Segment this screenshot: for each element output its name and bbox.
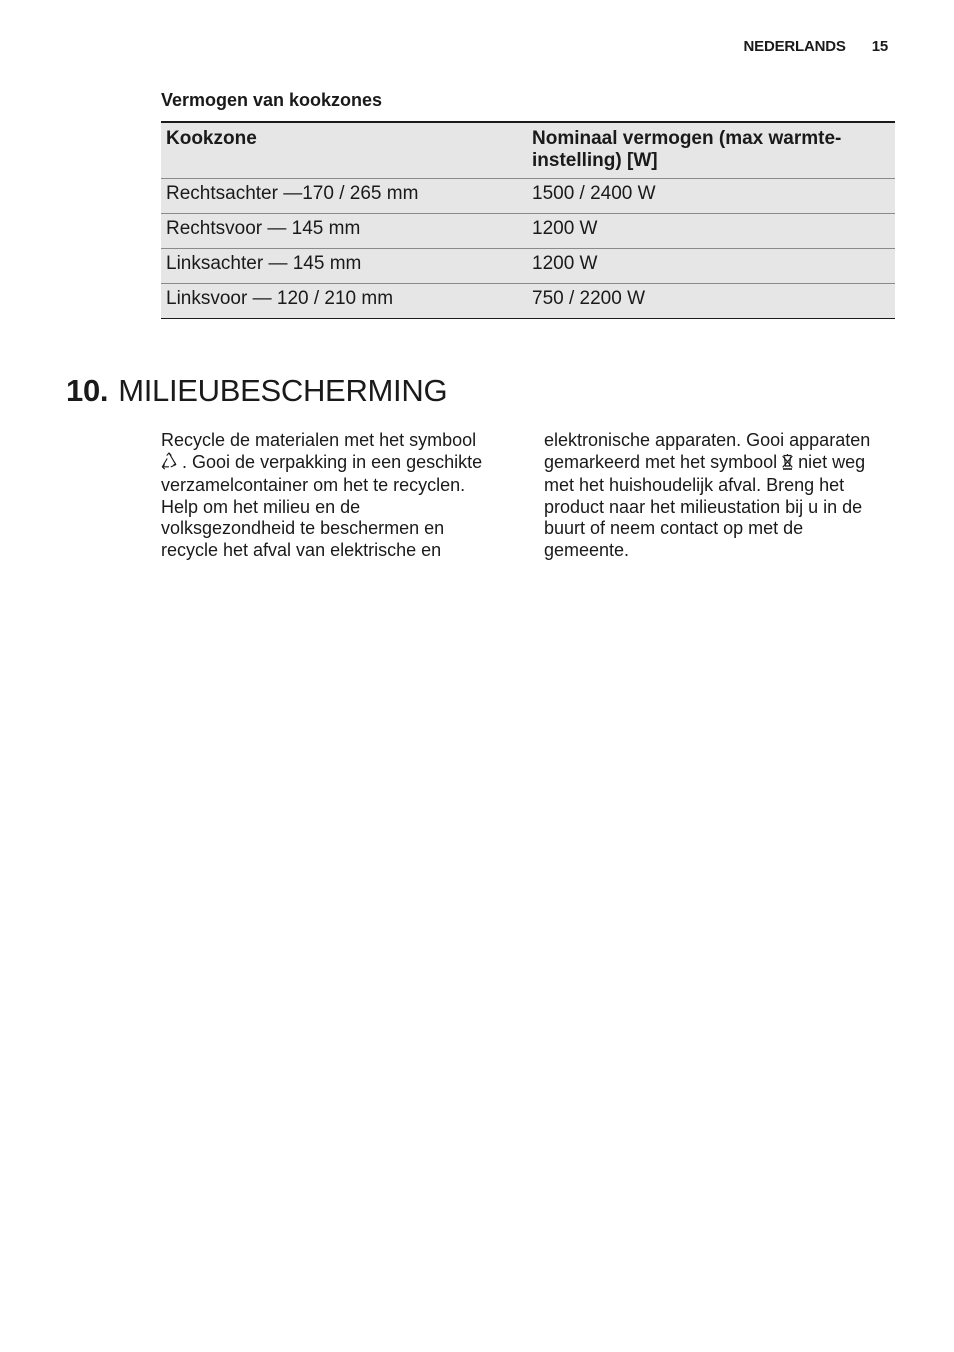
table-cell: 750 / 2200 W (527, 284, 895, 319)
page-number: 15 (871, 38, 888, 55)
body-text: Recycle de materialen met het symbool (161, 430, 477, 450)
body-column-right (544, 430, 874, 562)
table-header-cell: Nominaal vermogen (max warmte-instelling) [W] (527, 122, 895, 179)
table-cell: 1500 / 2400 W (527, 179, 895, 214)
table-cell: 1200 W (527, 249, 895, 284)
table-row (161, 214, 895, 249)
section-title: MILIEUBESCHERMING (118, 373, 448, 408)
power-table (161, 121, 895, 319)
section-number: 10. (66, 373, 109, 408)
recycle-icon (161, 452, 177, 476)
body-text: . Gooi de verpakking in een geschikte verzamelcontainer om het te recyclen. (161, 451, 483, 496)
page-header (744, 38, 888, 55)
table-header-row (161, 122, 895, 179)
body-paragraph (544, 430, 874, 562)
body-paragraph: Help om het milieu en de volksgezondheid te beschermen en recycle het afval van elektrische en (161, 496, 445, 560)
table-row (161, 249, 895, 284)
table-row (161, 284, 895, 319)
body-paragraph (161, 430, 491, 497)
table-cell: 1200 W (527, 214, 895, 249)
table-cell: Linksachter — 145 mm (161, 249, 527, 284)
body-text: elektronische apparaten. Gooi apparaten gemarkeerd met het symbool (544, 430, 871, 472)
table-header-cell: Kookzone (161, 122, 527, 179)
crossed-out-bin-icon (782, 454, 793, 476)
table-cell: Rechtsvoor — 145 mm (161, 214, 527, 249)
table-row (161, 179, 895, 214)
header-language: NEDERLANDS (743, 38, 846, 55)
table-title: Vermogen van kookzones (161, 90, 383, 110)
body-column-left (161, 430, 491, 562)
section-heading (66, 373, 447, 409)
table-cell: Rechtsachter —170 / 265 mm (161, 179, 527, 214)
body-text: niet weg met het huishoudelijk afval. Breng het product naar het milieustation bij u in de buurt of neem contact op met de gemeente. (544, 451, 866, 560)
table-cell: Linksvoor — 120 / 210 mm (161, 284, 527, 319)
